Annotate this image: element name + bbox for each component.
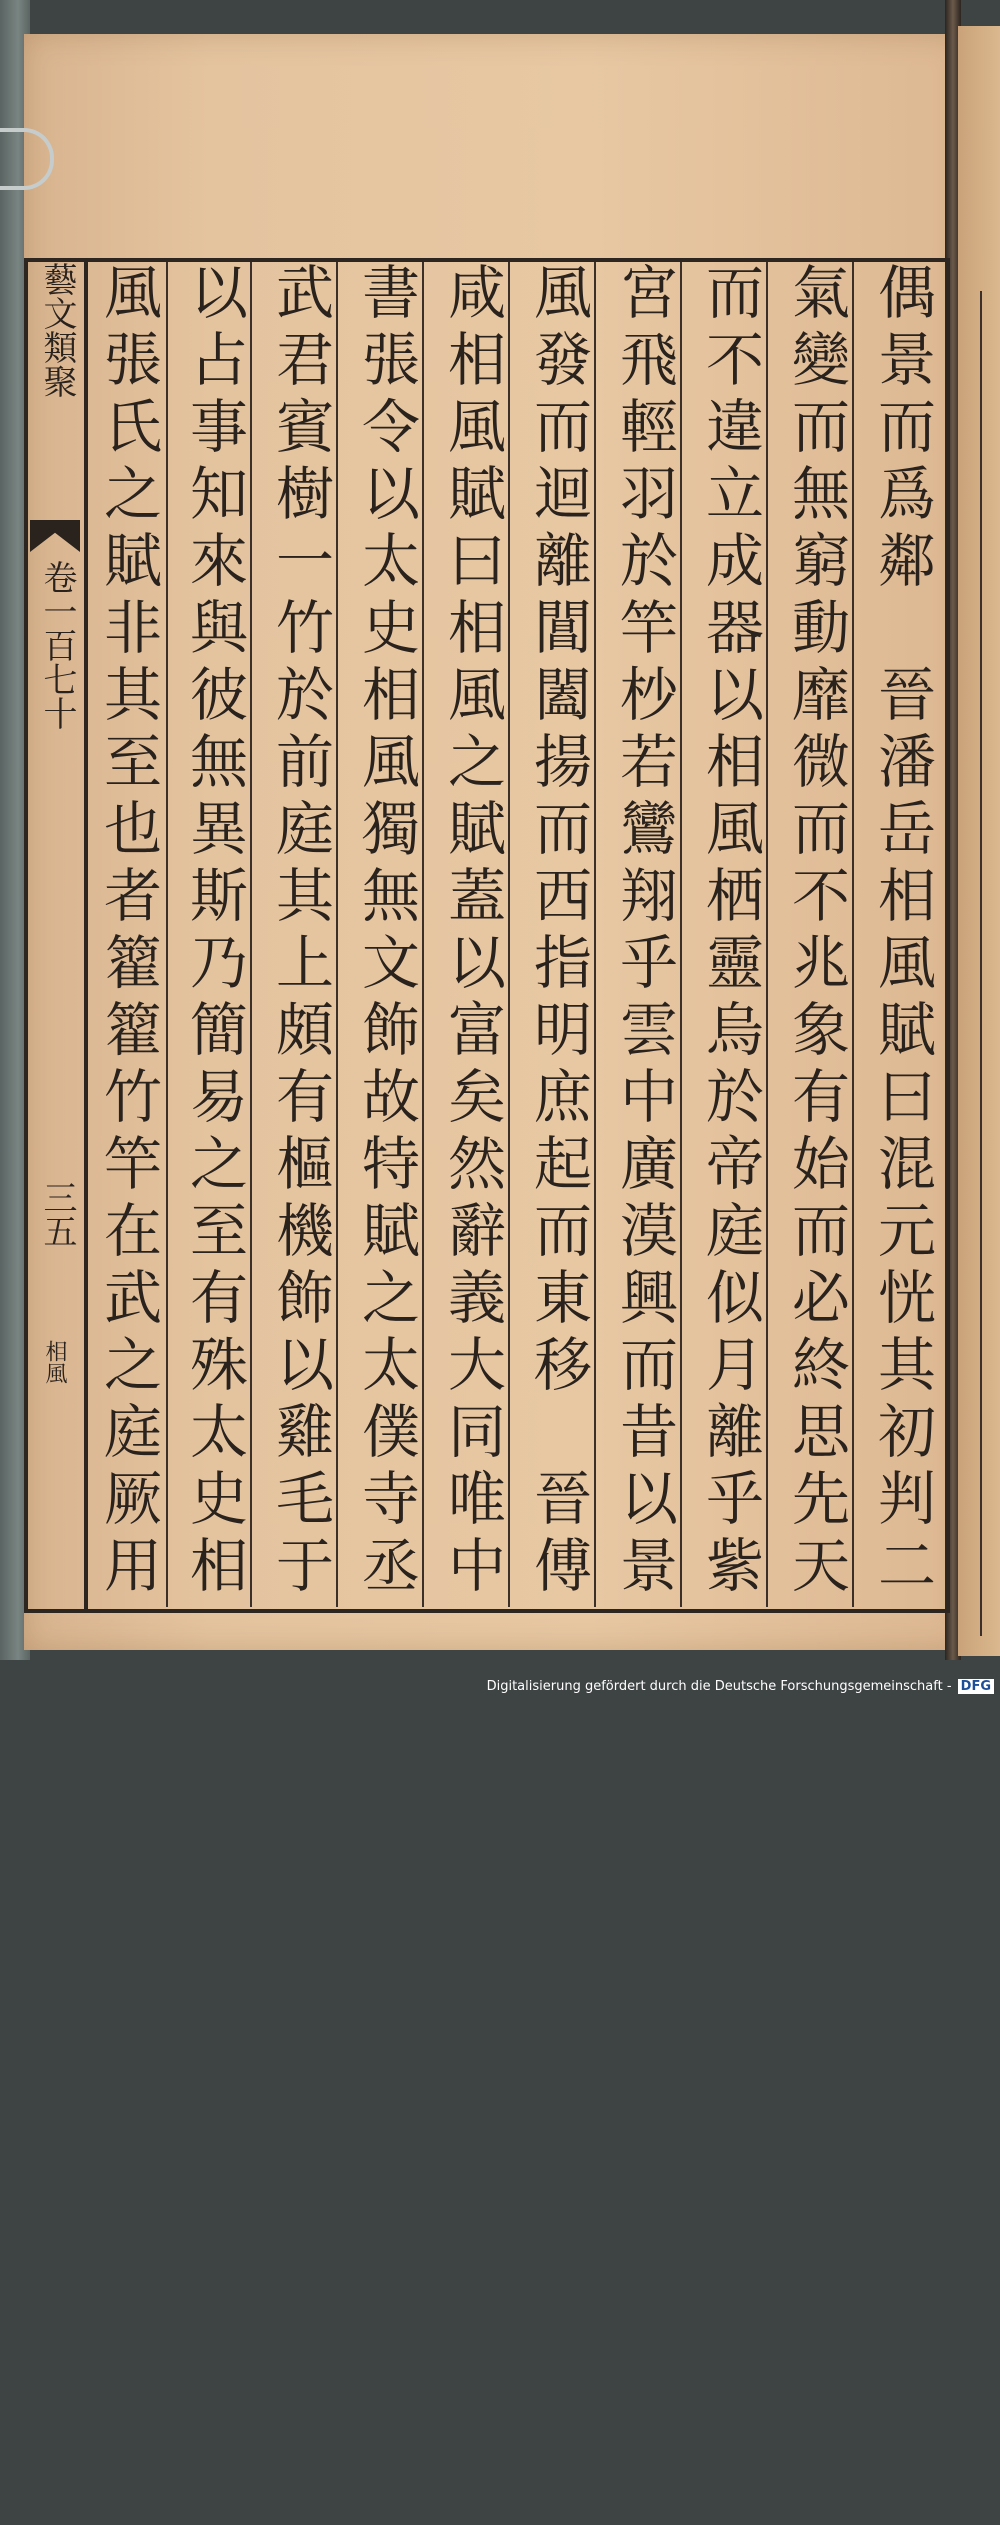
text-column-7: 書張令以太史相風獨無文飾故特賦之太僕寺丞 (352, 262, 420, 1602)
text-column-10: 風張氏之賦非其至也者籊籊竹竿在武之庭厥用 (94, 262, 162, 1602)
text-column-8: 武君賓樹一竹於前庭其上頗有樞機飾以雞毛于 (266, 262, 334, 1602)
margin-page-number: 三五 (37, 1180, 77, 1248)
frame-right-border (946, 262, 950, 1609)
text-column-9: 以占事知來與彼無異斯乃簡易之至有殊太史相 (180, 262, 248, 1602)
text-column-1: 偶景而爲鄰 晉潘岳相風賦曰混元恍其初判二 (868, 262, 936, 1602)
margin-book-title: 藝文類聚 (37, 262, 77, 398)
text-column-3: 而不違立成器以相風栖靈烏於帝庭似月離乎紫 (696, 262, 764, 1602)
credit-text: Digitalisierung gefördert durch die Deutsche Forschungsgemeinschaft - (486, 1679, 952, 1694)
next-page-border (980, 291, 1000, 1636)
dfg-logo: DFG (958, 1679, 994, 1694)
text-column-4: 宮飛輕羽於竿杪若鸞翔乎雲中廣漠興而昔以景 (610, 262, 678, 1602)
margin-section-title: 相風 (42, 1340, 67, 1384)
margin-juan-number: 卷一百七十 (37, 560, 77, 730)
digitization-credit (487, 1679, 994, 1694)
text-column-5: 風發而迴離閶闔揚而西指明庶起而東移 晉傅 (524, 262, 592, 1602)
text-column-2: 氣變而無窮動靡微而不兆象有始而必終思先天 (782, 262, 850, 1602)
text-column-6: 咸相風賦曰相風之賦蓋以富矣然辭義大同唯中 (438, 262, 506, 1602)
next-page-edge (958, 26, 1000, 1656)
